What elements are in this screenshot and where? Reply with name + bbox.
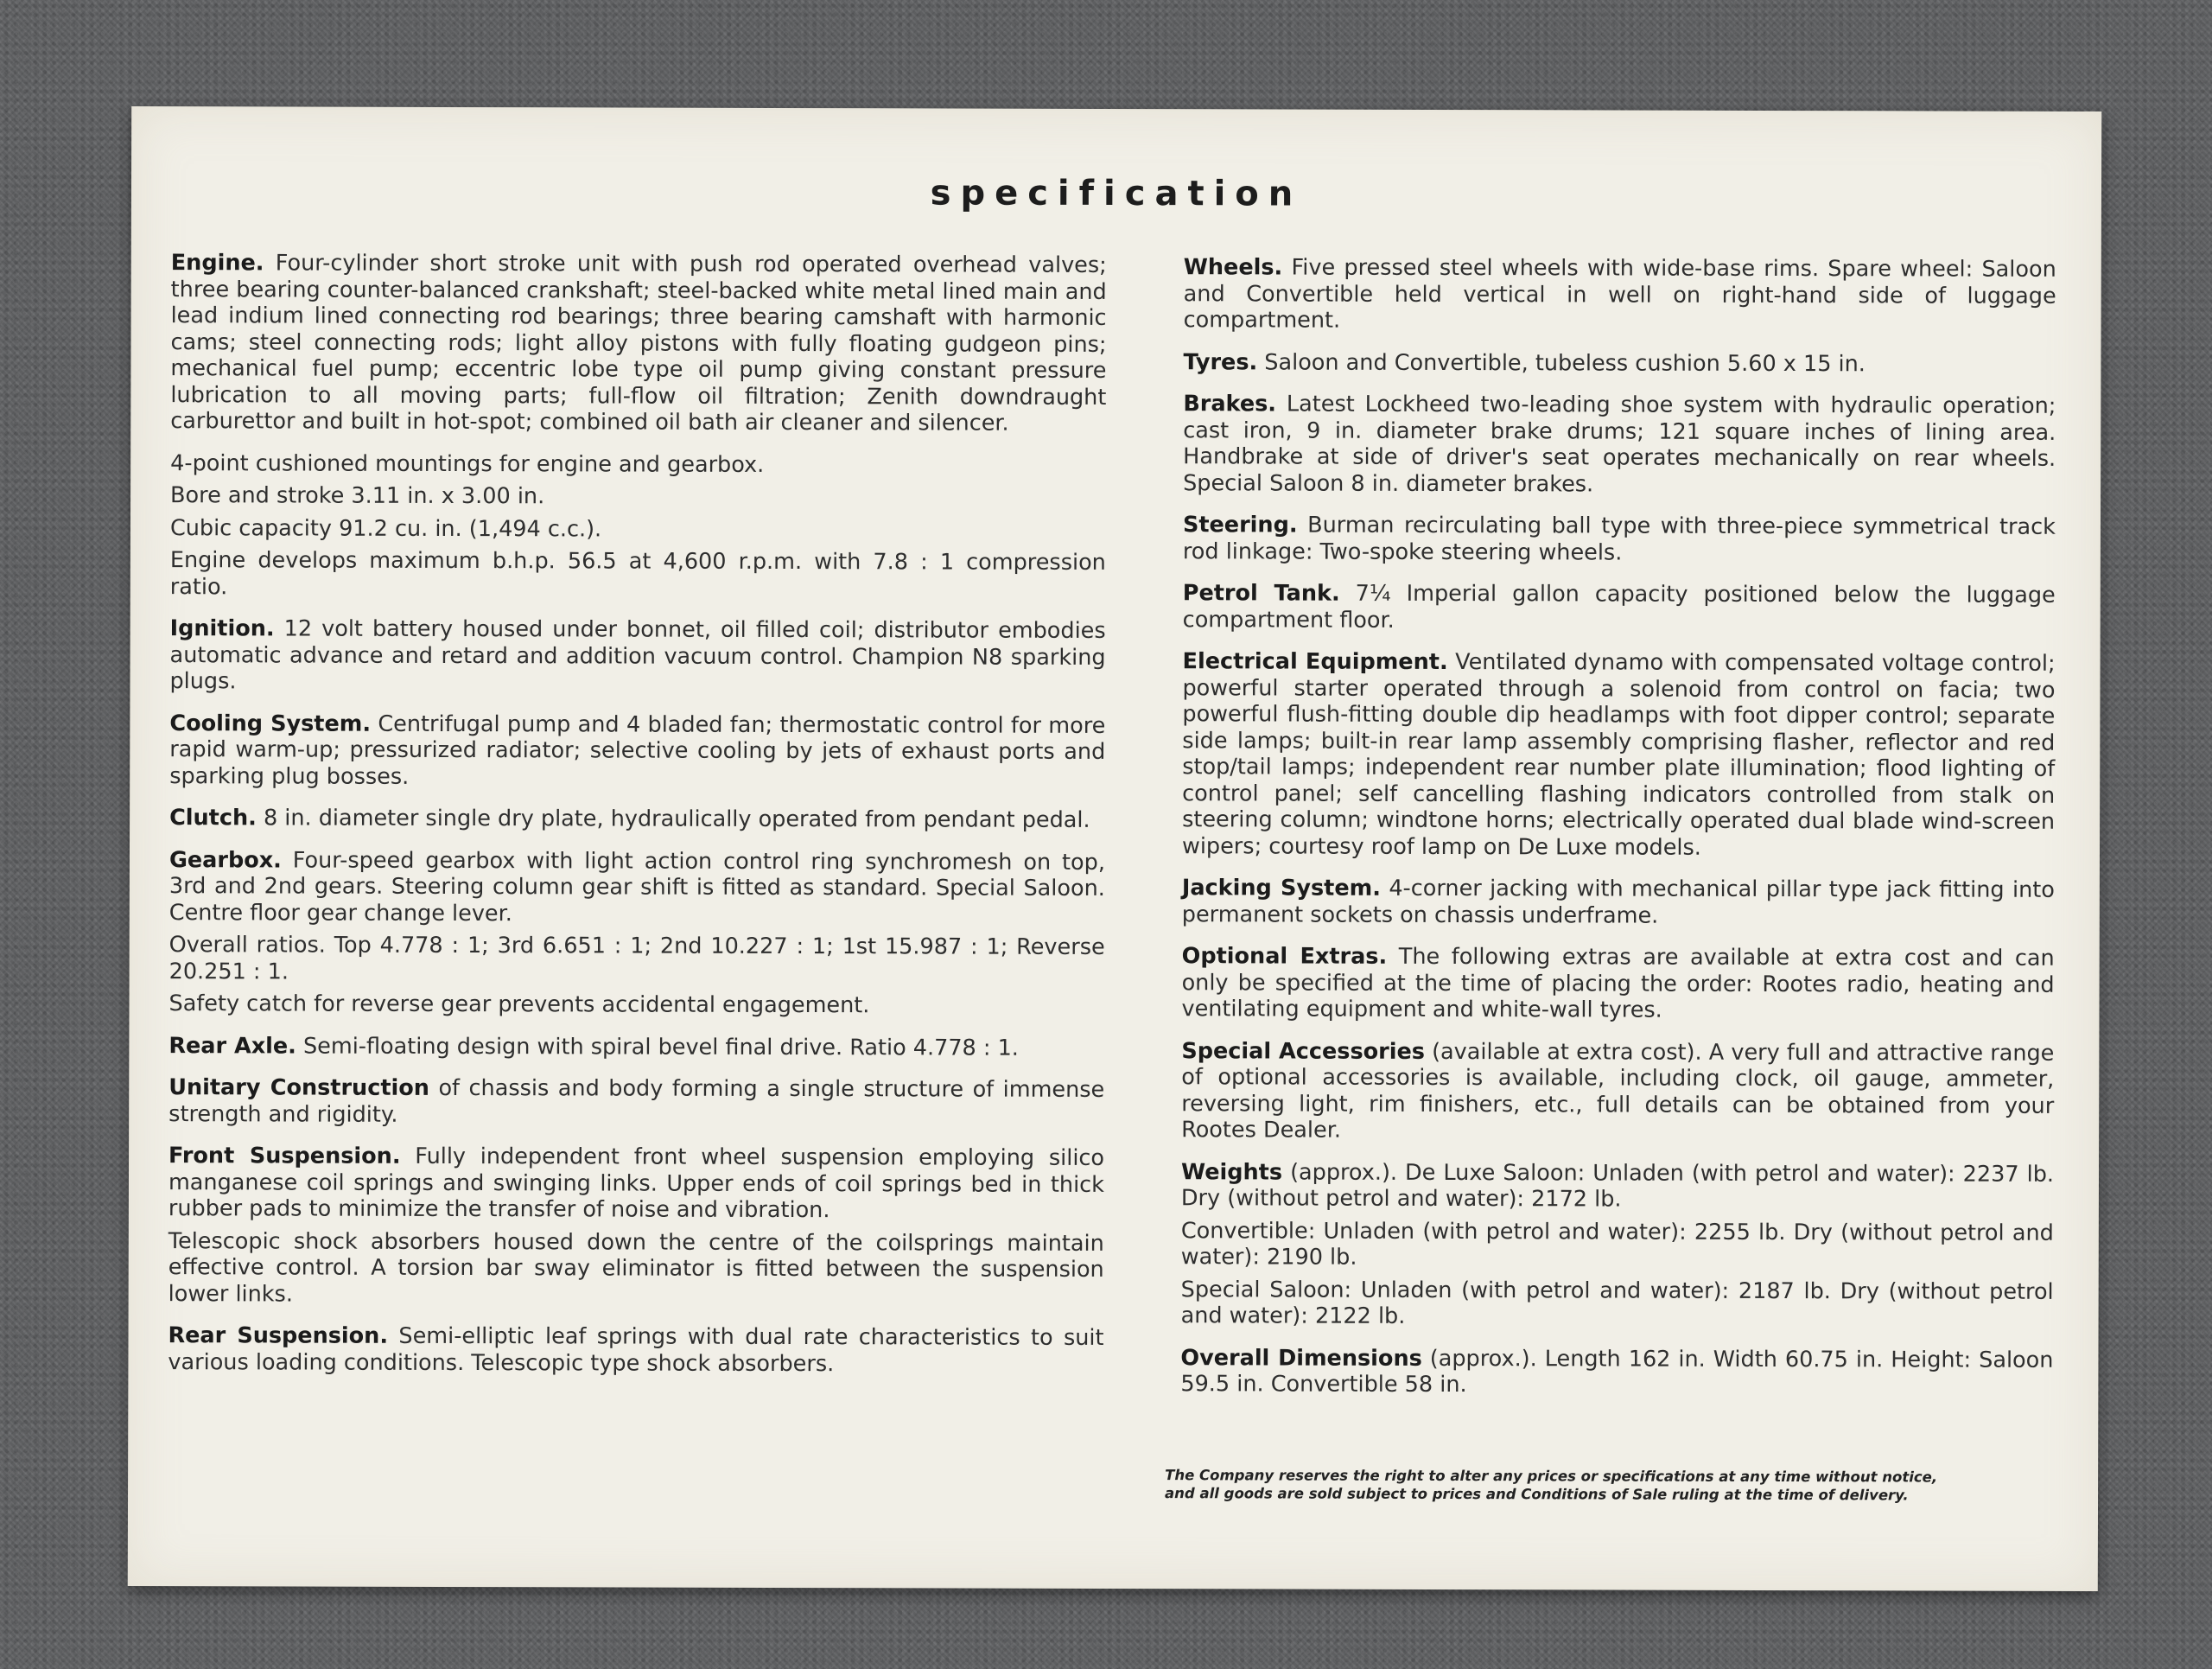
spec-heading: Special Accessories <box>1181 1037 1426 1065</box>
spec-text: 8 in. diameter single dry plate, hydraulically operated from pendant pedal. <box>256 805 1090 833</box>
spec-text: Four-speed gearbox with light action control ring synchromesh on top, 3rd and 2nd gears. Steering column gear shift is fitted as standard. Special Saloon. Centre floor gear change lever. <box>168 846 1105 927</box>
spec-text: (approx.). De Luxe Saloon: Unladen (with petrol and water): 2237 lb. Dry (without petrol and water): 2172 lb. <box>1180 1159 2055 1213</box>
spec-paragraph-gearbox <box>169 847 1105 928</box>
spec-text: Cubic capacity 91.2 cu. in. (1,494 c.c.). <box>169 514 602 542</box>
spec-heading: Clutch. <box>169 805 257 831</box>
right-column <box>1180 254 2056 1415</box>
spec-text: (available at extra cost). A very full and attractive range of optional accessories is available, including clock, oil gauge, ammeter, reversing light, rim finishers, etc., full details can be obtained from your Rootes Dealer. <box>1181 1038 2055 1143</box>
spec-text: Semi-elliptic leaf springs with dual rate characteristics to suit various loading conditions. Telescopic type shock absorbers. <box>168 1322 1104 1377</box>
spec-heading: Wheels. <box>1183 254 1283 281</box>
spec-text: of chassis and body forming a single structure of immense strength and rigidity. <box>168 1074 1105 1128</box>
spec-paragraph-electrical <box>1182 648 2056 862</box>
spec-paragraph-weights-special-saloon <box>1181 1277 2054 1332</box>
spec-paragraph-weights-convertible <box>1181 1218 2054 1273</box>
spec-paragraph-tyres <box>1183 349 2056 378</box>
spec-heading: Optional Extras. <box>1181 943 1388 970</box>
spec-text: Overall ratios. Top 4.778 : 1; 3rd 6.651 : 1; 2nd 10.227 : 1; 1st 15.987 : 1; Reverse 20.251 : 1. <box>168 932 1105 984</box>
spec-text: Centrifugal pump and 4 bladed fan; thermostatic control for more rapid warm-up; pressurized radiator; selective cooling by jets of exhaust ports and sparking plug bosses. <box>169 710 1106 790</box>
spec-paragraph-dimensions <box>1180 1345 2053 1400</box>
spec-paragraph-wheels <box>1184 254 2056 335</box>
spec-heading: Jacking System. <box>1181 875 1381 901</box>
spec-heading: Electrical Equipment. <box>1182 648 1448 676</box>
spec-paragraph-bore-stroke <box>170 482 1106 511</box>
spec-heading: Petrol Tank. <box>1182 580 1340 607</box>
spec-paragraph-brakes <box>1183 391 2056 499</box>
spec-paragraph-ignition <box>169 615 1105 697</box>
spec-paragraph-rear-suspension <box>168 1322 1103 1378</box>
spec-paragraph-unitary <box>168 1074 1104 1130</box>
spec-text: (approx.). Length 162 in. Width 60.75 in. Height: Saloon 59.5 in. Convertible 58 in. <box>1180 1345 2054 1398</box>
spec-text: Special Saloon: Unladen (with petrol and water): 2187 lb. Dry (without petrol and water): 2122 lb. <box>1180 1276 2054 1329</box>
notice-line: The Company reserves the right to alter any prices or specifications at any time without notice, <box>1165 1467 1938 1486</box>
spec-heading: Cooling System. <box>169 710 372 737</box>
spec-heading: Unitary Construction <box>168 1074 429 1101</box>
spec-paragraph-optional-extras <box>1181 943 2054 1024</box>
spec-heading: Rear Suspension. <box>168 1322 389 1349</box>
spec-text: Ventilated dynamo with compensated voltage control; powerful starter operated through a solenoid from control on facia; two powerful flush-fitting double dip headlamps with foot dipper control; separate side lamps; built-in rear lamp assembly comprising flasher, reflector and red stop/tail lamps; independent rear number plate illumination; flood lighting of control panel; self cancelling flashing indicators controlled from stalk on steering column; windtone horns; electrically operated dual blade wind-screen wipers; courtesy roof lamp on De Luxe models. <box>1181 649 2056 861</box>
spec-heading: Front Suspension. <box>168 1143 401 1169</box>
spec-text: Four-cylinder short stroke unit with push rod operated overhead valves; three bearing counter-balanced crankshaft; steel-backed white metal lined main and lead indium lined connecting rod bearings; three bearing camshaft with harmonic cams; steel connecting rods; light alloy pistons with fully floating gudgeon pins; mechanical fuel pump; eccentric lobe type oil pump giving constant pressure lubrication to all moving parts; full-flow oil filtration; Zenith downdraught carburettor and built in hot-spot; combined oil bath air cleaner and silencer. <box>170 250 1107 436</box>
spec-paragraph-front-suspension <box>168 1143 1104 1224</box>
spec-text: 12 volt battery housed under bonnet, oil filled coil; distributor embodies automatic advance and retard and addition vacuum control. Champion N8 sparking plugs. <box>169 615 1106 695</box>
spec-text: Telescopic shock absorbers housed down the centre of the coilsprings maintain effective control. A torsion bar sway eliminator is fitted between the suspension lower links. <box>168 1227 1104 1308</box>
spec-heading: Brakes. <box>1183 391 1277 417</box>
spec-text: The following extras are available at extra cost and can only be specified at the time of placing the order: Rootes radio, heating and ventilating equipment and white-wall tyres. <box>1181 943 2055 1023</box>
spec-text: Fully independent front wheel suspension employing silico manganese coil springs and swinging links. Upper ends of coil springs bed in thick rubber pads to minimize the transfer of noise and vibration. <box>168 1143 1105 1224</box>
spec-paragraph-ratios <box>169 932 1105 987</box>
spec-paragraph-rear-axle <box>168 1033 1104 1061</box>
spec-text: Engine develops maximum b.h.p. 56.5 at 4,600 r.p.m. with 7.8 : 1 compression ratio. <box>169 547 1106 600</box>
spec-text: Semi-floating design with spiral bevel final drive. Ratio 4.778 : 1. <box>296 1033 1019 1061</box>
spec-heading: Gearbox. <box>168 846 282 873</box>
spec-paragraph-jacking <box>1182 875 2055 930</box>
spec-heading: Rear Axle. <box>168 1032 296 1060</box>
left-column <box>168 250 1106 1393</box>
spec-heading: Overall Dimensions <box>1180 1344 1422 1372</box>
company-notice <box>1165 1466 2063 1505</box>
spec-paragraph-petrol-tank <box>1183 580 2056 635</box>
spec-paragraph-mountings <box>170 450 1106 479</box>
spec-text: Bore and stroke 3.11 in. x 3.00 in. <box>170 482 545 510</box>
spec-heading: Weights <box>1180 1158 1283 1186</box>
spec-paragraph-clutch <box>169 805 1105 833</box>
spec-heading: Tyres. <box>1183 348 1258 375</box>
spec-text: Safety catch for reverse gear prevents accidental engagement. <box>168 991 870 1019</box>
notice-line: and all goods are sold subject to prices and Conditions of Sale ruling at the time of delivery. <box>1165 1485 1909 1504</box>
spec-text: 4-point cushioned mountings for engine and gearbox. <box>170 449 765 478</box>
spec-text: Saloon and Convertible, tubeless cushion 5.60 x 15 in. <box>1257 348 1866 377</box>
spec-paragraph-safety-catch <box>168 991 1104 1019</box>
spec-text: Five pressed steel wheels with wide-base rims. Spare wheel: Saloon and Convertible held vertical in well on right-hand side of luggage compartment. <box>1183 254 2056 334</box>
spec-paragraph-weights <box>1181 1159 2054 1214</box>
spec-paragraph-engine <box>170 250 1107 436</box>
spec-paragraph-cooling <box>169 710 1105 792</box>
page-title: specification <box>930 173 1303 214</box>
spec-paragraph-capacity <box>170 515 1106 544</box>
spec-heading: Steering. <box>1182 512 1298 538</box>
spec-paragraph-bhp <box>170 547 1106 602</box>
spec-paragraph-accessories <box>1181 1038 2054 1146</box>
spec-text: Latest Lockheed two-leading shoe system with hydraulic operation; cast iron, 9 in. diameter brake drums; 121 square inches of lining area. Handbrake at side of driver's seat operates mechanically on rear wheels. Special Saloon 8 in. diameter brakes. <box>1183 391 2056 497</box>
spec-heading: Engine. <box>170 250 264 277</box>
spec-text: 4-corner jacking with mechanical pillar type jack fitting into permanent sockets on chassis underframe. <box>1181 875 2055 929</box>
spec-text: Convertible: Unladen (with petrol and water): 2255 lb. Dry (without petrol and water): 2190 lb. <box>1180 1217 2054 1271</box>
spec-paragraph-steering <box>1183 512 2056 567</box>
spec-paragraph-shock-absorbers <box>168 1228 1104 1309</box>
spec-text: 7¼ Imperial gallon capacity positioned below the luggage compartment floor. <box>1182 580 2056 634</box>
spec-text: Burman recirculating ball type with three-piece symmetrical track rod linkage: Two-spoke steering wheels. <box>1182 512 2056 566</box>
spec-heading: Ignition. <box>169 615 275 642</box>
spec-sheet <box>128 106 2101 1591</box>
